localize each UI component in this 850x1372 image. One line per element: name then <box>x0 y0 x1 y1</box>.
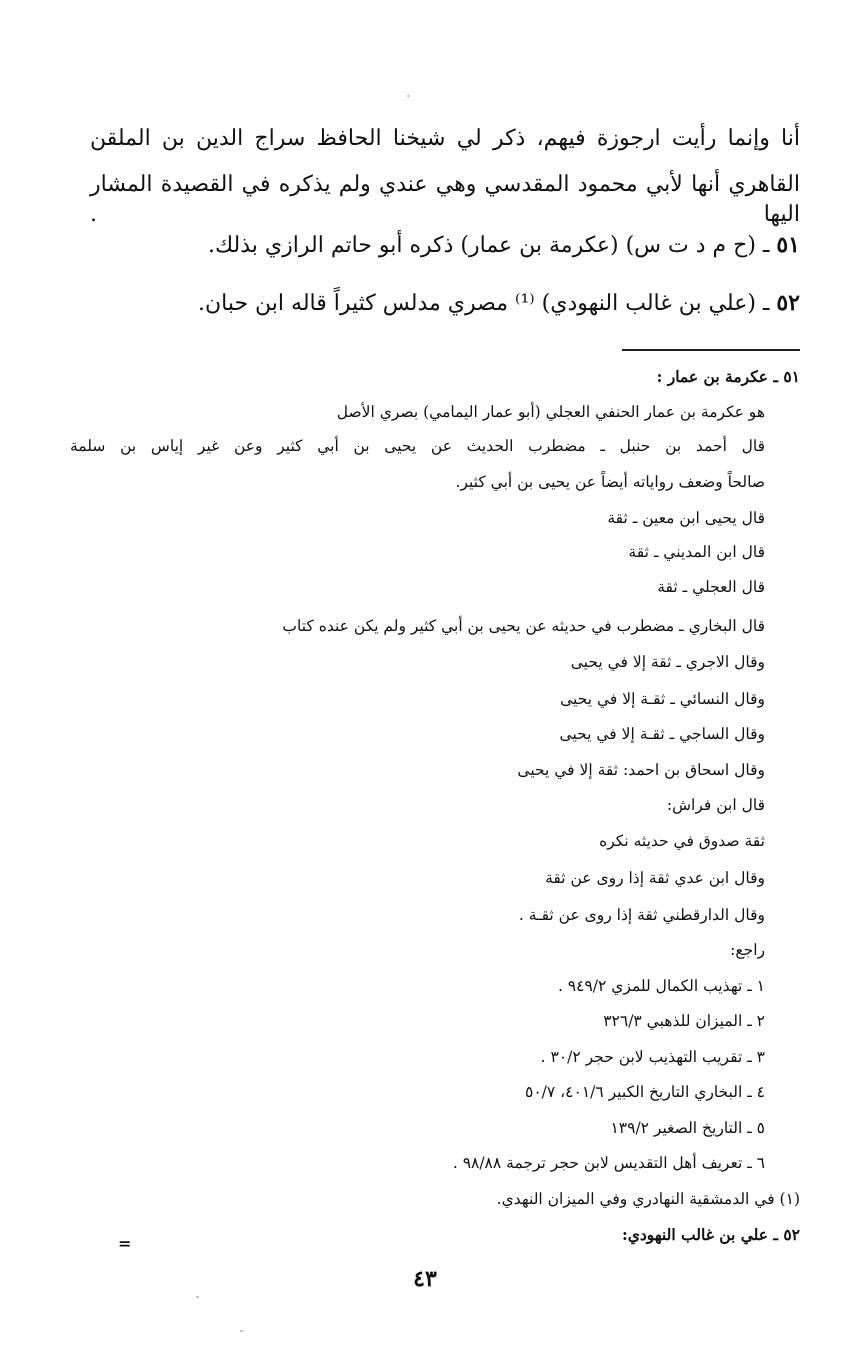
reference-item: ٤ ـ البخاري التاريخ الكبير ٤٠١/٦، ٥٠/٧ <box>525 1083 765 1101</box>
footnote-51-line: راجع: <box>730 941 765 959</box>
footnote-51-line: وقال ابن عدي ثقة إذا روى عن ثقة <box>545 869 765 887</box>
footnote-51-line: قال يحيى ابن معين ـ ثقة <box>607 509 765 527</box>
reference-item: ٦ ـ تعريف أهل التقديس لابن حجر ترجمة ٩٨/٨٨ . <box>452 1154 765 1172</box>
footnote-51-line: قال ابن المديني ـ ثقة <box>628 543 765 561</box>
footnote-51-line: وقال اسحاق بن احمد: ثقة إلا في يحيى <box>517 761 765 779</box>
footnote-51-line: وقال النسائي ـ ثقـة إلا في يحيى <box>560 690 765 708</box>
scan-speck <box>240 1330 243 1332</box>
entry-51 <box>90 230 800 261</box>
main-paragraph-line-2: القاهري أنها لأبي محمود المقدسي وهي عندي ولم يذكره في القصيدة المشار اليها . <box>90 172 800 227</box>
footnote-52-heading: ٥٢ ـ علي بن غالب النهودي: <box>622 1225 800 1244</box>
footnote-51-line: صالحاً وضعف رواياته أيضاً عن يحيى بن أبي كثير. <box>455 473 765 491</box>
footnote-51-line: قال أحمد بن حنبل ـ مضطرب الحديث عن يحيى بن أبي كثير وعن غير إياس بن سلمة <box>70 437 765 455</box>
footnote-51-heading: ٥١ ـ عكرمة بن عمار : <box>656 367 800 386</box>
footnote-separator-rule <box>622 349 800 351</box>
footnote-51-line: ثقة صدوق في حديثه نكره <box>599 832 765 850</box>
footnote-51-line: قال البخاري ـ مضطرب في حديثه عن يحيى بن أبي كثير ولم يكن عنده كتاب <box>282 617 765 635</box>
entry-52-text: ـ (علي بن غالب النهودي) ⁽¹⁾ مصري مدلس كثيراً قاله ابن حبان. <box>197 291 770 316</box>
entry-51-number: ٥١ <box>776 232 800 258</box>
reference-item: ٥ ـ التاريخ الصغير ١٣٩/٢ <box>610 1119 765 1137</box>
footnote-51-line: قال ابن فراش: <box>666 796 765 814</box>
footnote-51-line: وقال الاجري ـ ثقة إلا في يحيى <box>570 653 765 671</box>
entry-52-number: ٥٢ <box>776 290 800 316</box>
page-number: ٤٣ <box>413 1266 437 1292</box>
scan-speck <box>407 95 410 97</box>
reference-item: ٢ ـ الميزان للذهبي ٣٢٦/٣ <box>603 1012 765 1030</box>
entry-51-text: ـ (ح م د ت س) (عكرمة بن عمار) ذكره أبو حاتم الرازي بذلك. <box>208 233 770 258</box>
main-paragraph-line-1: أنا وإنما رأيت ارجوزة فيهم، ذكر لي شيخنا الحافظ سراج الدين بن الملقن <box>90 126 800 151</box>
reference-item: ١ ـ تهذيب الكمال للمزي ٩٤٩/٢ . <box>557 977 765 995</box>
scan-speck <box>196 1296 199 1298</box>
continuation-mark: = <box>118 1234 132 1253</box>
footnote-51-line: وقال الساجي ـ ثقـة إلا في يحيى <box>559 725 765 743</box>
reference-item: ٣ ـ تقريب التهذيب لابن حجر ٣٠/٢ . <box>540 1048 765 1066</box>
note-1: (١) في الدمشقية النهادري وفي الميزان النهدي. <box>496 1190 800 1208</box>
footnote-51-line: قال العجلي ـ ثقة <box>657 578 765 596</box>
entry-52 <box>90 288 800 319</box>
footnote-51-line: وقال الدارقطني ثقة إذا روى عن ثقـة . <box>518 906 765 924</box>
footnote-51-line: هو عكرمة بن عمار الحنفي العجلي (أبو عمار اليمامي) بصري الأصل <box>336 403 765 421</box>
